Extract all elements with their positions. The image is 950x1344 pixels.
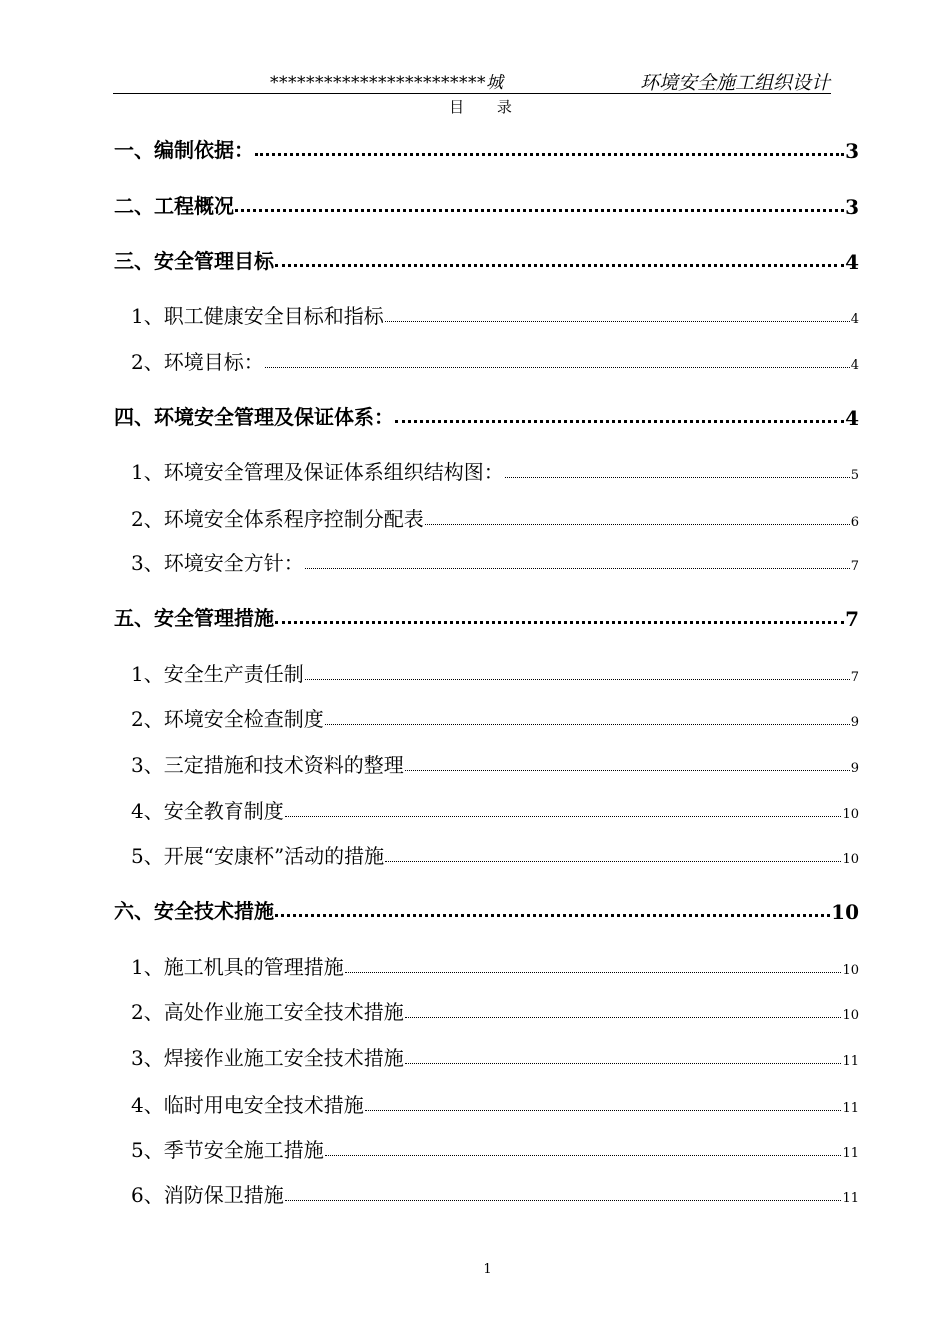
toc-entry-page: 10 [842, 807, 859, 822]
toc-entry-text: 3、环境安全方针： [131, 551, 304, 575]
toc-entry-page: 7 [850, 559, 859, 574]
toc-chapter-entry[interactable] [114, 895, 859, 924]
toc-dot-leader [385, 861, 841, 862]
toc-entry-page: 4 [845, 406, 859, 430]
toc-entry-page: 3 [845, 195, 859, 219]
toc-entry-page: 9 [850, 715, 859, 730]
toc-section-entry[interactable] [131, 300, 859, 329]
toc-dot-leader [325, 1155, 842, 1156]
toc-entry-text: 五、安全管理措施 [114, 606, 274, 630]
toc-section-entry[interactable] [131, 503, 859, 532]
toc-dot-leader [405, 770, 850, 771]
toc-dot-leader [285, 816, 842, 817]
toc-entry-page: 5 [850, 468, 859, 483]
toc-section-entry[interactable] [131, 346, 859, 375]
toc-entry-text: 5、开展“安康杯”活动的措施 [131, 844, 385, 868]
toc-section-entry[interactable] [131, 749, 859, 778]
toc-entry-page: 6 [850, 515, 859, 530]
toc-dot-leader [405, 1017, 842, 1018]
toc-section-entry[interactable] [131, 547, 859, 576]
toc-entry-page: 10 [831, 900, 859, 924]
toc-dot-leader [305, 568, 850, 569]
toc-entry-page: 7 [845, 607, 859, 631]
toc-dot-leader [305, 679, 850, 680]
toc-entry-page: 4 [850, 312, 859, 327]
toc-dot-leader [275, 264, 844, 267]
toc-entry-page: 11 [842, 1146, 859, 1161]
toc-dot-leader [275, 914, 830, 917]
toc-entry-text: 4、安全教育制度 [131, 799, 284, 823]
toc-section-entry[interactable] [131, 1089, 859, 1118]
toc-entry-text: 1、环境安全管理及保证体系组织结构图： [131, 460, 504, 484]
toc-dot-leader [395, 420, 844, 423]
toc-dot-leader [405, 1063, 842, 1064]
toc-entry-text: 1、施工机具的管理措施 [131, 955, 344, 979]
toc-entry-text: 4、临时用电安全技术措施 [131, 1093, 364, 1117]
toc-entry-text: 二、工程概况 [114, 194, 234, 218]
header-rule [113, 93, 831, 94]
toc-section-entry[interactable] [131, 795, 859, 824]
toc-entry-page: 11 [842, 1101, 859, 1116]
toc-entry-page: 4 [845, 250, 859, 274]
toc-chapter-entry[interactable] [114, 245, 859, 274]
toc-dot-leader [285, 1200, 842, 1201]
toc-chapter-entry[interactable] [114, 190, 859, 219]
toc-chapter-entry[interactable] [114, 134, 859, 163]
toc-dot-leader [275, 621, 844, 624]
toc-section-entry[interactable] [131, 1042, 859, 1071]
toc-entry-text: 2、高处作业施工安全技术措施 [131, 1000, 404, 1024]
toc-entry-page: 11 [842, 1054, 859, 1069]
toc-entry-page: 10 [842, 852, 859, 867]
toc-section-entry[interactable] [131, 951, 859, 980]
toc-dot-leader [385, 321, 850, 322]
toc-entry-text: 2、环境安全检查制度 [131, 707, 324, 731]
toc-entry-page: 4 [850, 358, 859, 373]
toc-entry-page: 10 [842, 1008, 859, 1023]
toc-entry-text: 6、消防保卫措施 [131, 1183, 284, 1207]
header-project-name: ************************城 [270, 73, 504, 93]
toc-chapter-entry[interactable] [114, 602, 859, 631]
toc-section-entry[interactable] [131, 840, 859, 869]
toc-dot-leader [255, 153, 844, 156]
toc-entry-text: 3、焊接作业施工安全技术措施 [131, 1046, 404, 1070]
toc-entry-text: 六、安全技术措施 [114, 899, 274, 923]
toc-dot-leader [235, 209, 844, 212]
toc-entry-text: 2、环境安全体系程序控制分配表 [131, 507, 424, 531]
toc-entry-text: 三、安全管理目标 [114, 249, 274, 273]
toc-section-entry[interactable] [131, 1179, 859, 1208]
toc-entry-text: 3、三定措施和技术资料的整理 [131, 753, 404, 777]
header-document-title: 环境安全施工组织设计 [640, 72, 831, 94]
toc-entry-page: 9 [850, 761, 859, 776]
toc-dot-leader [365, 1110, 842, 1111]
toc-section-entry[interactable] [131, 658, 859, 687]
toc-dot-leader [505, 477, 850, 478]
toc-entry-text: 2、环境目标： [131, 350, 264, 374]
toc-entry-text: 5、季节安全施工措施 [131, 1138, 324, 1162]
toc-entry-page: 10 [842, 963, 859, 978]
toc-dot-leader [425, 524, 850, 525]
toc-entry-page: 3 [845, 139, 859, 163]
toc-entry-page: 11 [842, 1191, 859, 1206]
toc-entry-text: 一、编制依据： [114, 138, 254, 162]
toc-dot-leader [345, 972, 842, 973]
toc-entry-text: 1、职工健康安全目标和指标 [131, 304, 384, 328]
toc-section-entry[interactable] [131, 456, 859, 485]
toc-dot-leader [325, 724, 850, 725]
toc-dot-leader [265, 367, 850, 368]
toc-section-entry[interactable] [131, 996, 859, 1025]
toc-title: 目 录 [449, 98, 526, 116]
toc-entry-text: 1、安全生产责任制 [131, 662, 304, 686]
toc-section-entry[interactable] [131, 703, 859, 732]
page-number: 1 [483, 1262, 492, 1277]
toc-chapter-entry[interactable] [114, 401, 859, 430]
toc-entry-text: 四、环境安全管理及保证体系： [114, 405, 394, 429]
toc-section-entry[interactable] [131, 1134, 859, 1163]
toc-entry-page: 7 [850, 670, 859, 685]
